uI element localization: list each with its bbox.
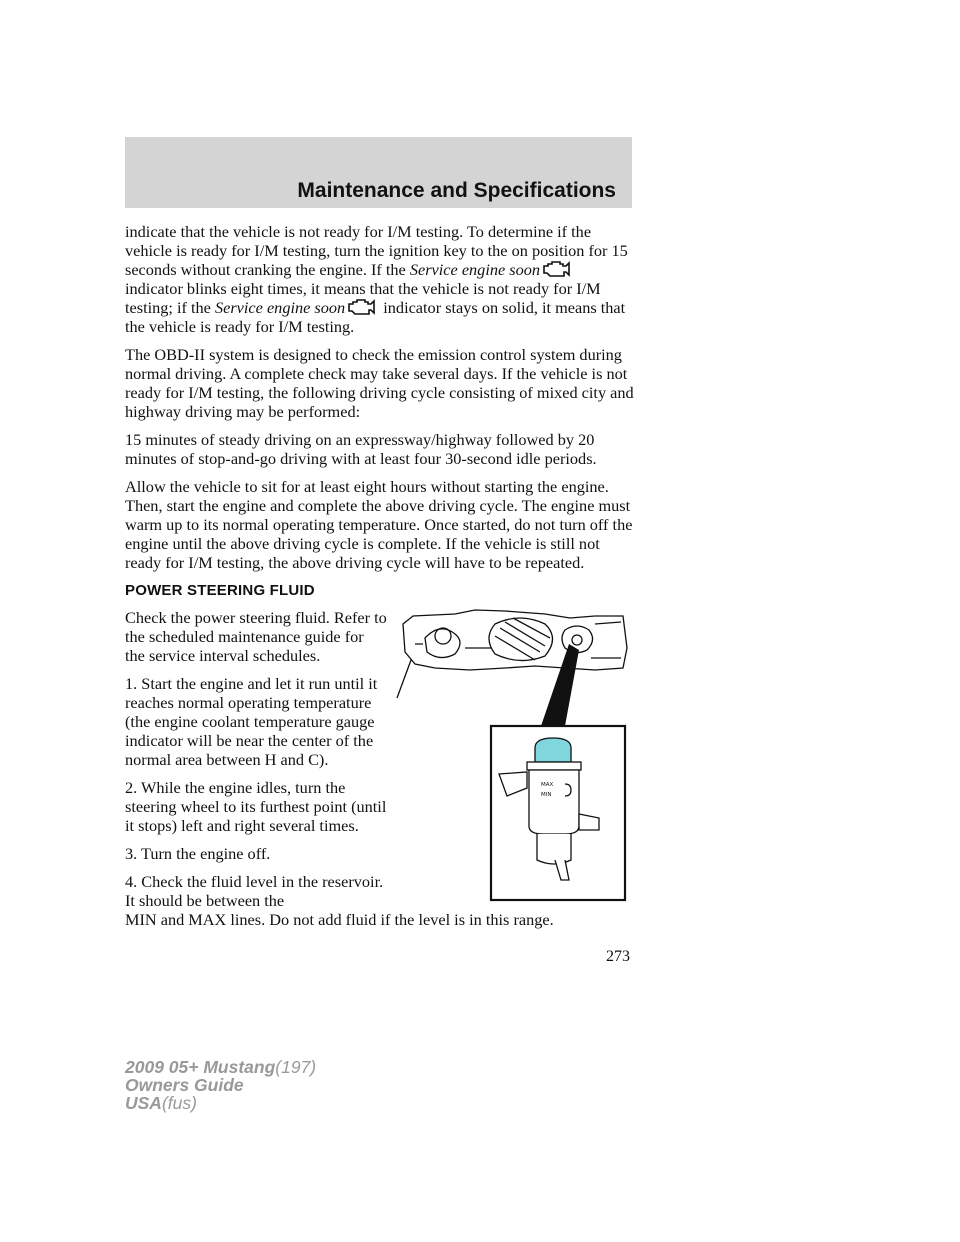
body-text (125, 222, 635, 938)
text-run: indicator blinks eight times, it means that the vehicle is not ready for I/M testing; if the (125, 279, 601, 317)
header-band (125, 137, 632, 208)
page-number: 273 (606, 948, 630, 965)
psf-step-1: 1. Start the engine and let it run until it reaches normal operating temperature (the engine coolant temperature gauge indicator will be near the center of the normal area between H and C). (125, 674, 378, 769)
footer (125, 1058, 316, 1112)
term-service-engine-soon: Service engine soon (409, 260, 541, 279)
section-title: Maintenance and Specifications (297, 179, 616, 202)
psf-step-4: 4. Check the fluid level in the reservoir. It should be between the (125, 872, 384, 910)
power-steering-heading: POWER STEERING FLUID (125, 582, 315, 599)
psf-intro: Check the power steering fluid. Refer to the scheduled maintenance guide for the service interval schedules. (125, 608, 387, 665)
footer-line-2: Owners Guide (125, 1075, 244, 1095)
footer-line-1: 2009 05+ Mustang(197) (125, 1057, 317, 1077)
paragraph-instructions: Allow the vehicle to sit for at least eight hours without starting the engine. Then, start the engine and complete the above driving cycle. The engine must warm up to its normal operating temperature. Once started, do not turn off the engine until the above driving cycle is complete. If the vehicle is still not ready for I/M testing, the above driving cycle will have to be repeated. (125, 477, 633, 572)
paragraph-obd: The OBD-II system is designed to check the emission control system during normal driving. A complete check may take several days. If the vehicle is not ready for I/M testing, the following driving cycle consisting of mixed city and highway driving may be performed: (125, 345, 634, 421)
power-steering-section (125, 608, 635, 929)
paragraph-driving-cycle: 15 minutes of steady driving on an expressway/highway followed by 20 minutes of stop-and-go driving with at least four 30-second idle periods. (125, 430, 597, 468)
engine-warning-icon (345, 298, 379, 316)
power-steering-reservoir-illustration (395, 608, 635, 908)
min-label: MIN (541, 792, 552, 798)
engine-warning-icon (540, 260, 574, 278)
paragraph-readiness (125, 222, 635, 336)
text-run: indicate that the vehicle is not ready for I/M testing. To determine if the vehicle is ready for I/M testing, turn the ignition key to the on position for 15 seconds without cranking the engine. If the (125, 222, 628, 279)
psf-step-4-continued: MIN and MAX lines. Do not add fluid if the level is in this range. (125, 910, 554, 929)
psf-step-2: 2. While the engine idles, turn the steering wheel to its furthest point (until it stops) left and right several times. (125, 778, 387, 835)
term-service-engine-soon: Service engine soon (214, 298, 346, 317)
max-label: MAX (541, 782, 554, 788)
text-run: indicator stays on solid, it means that the vehicle is ready for I/M testing. (125, 298, 626, 336)
footer-line-3: USA(fus) (125, 1093, 197, 1113)
power-steering-steps (125, 608, 387, 910)
psf-step-3: 3. Turn the engine off. (125, 844, 271, 863)
